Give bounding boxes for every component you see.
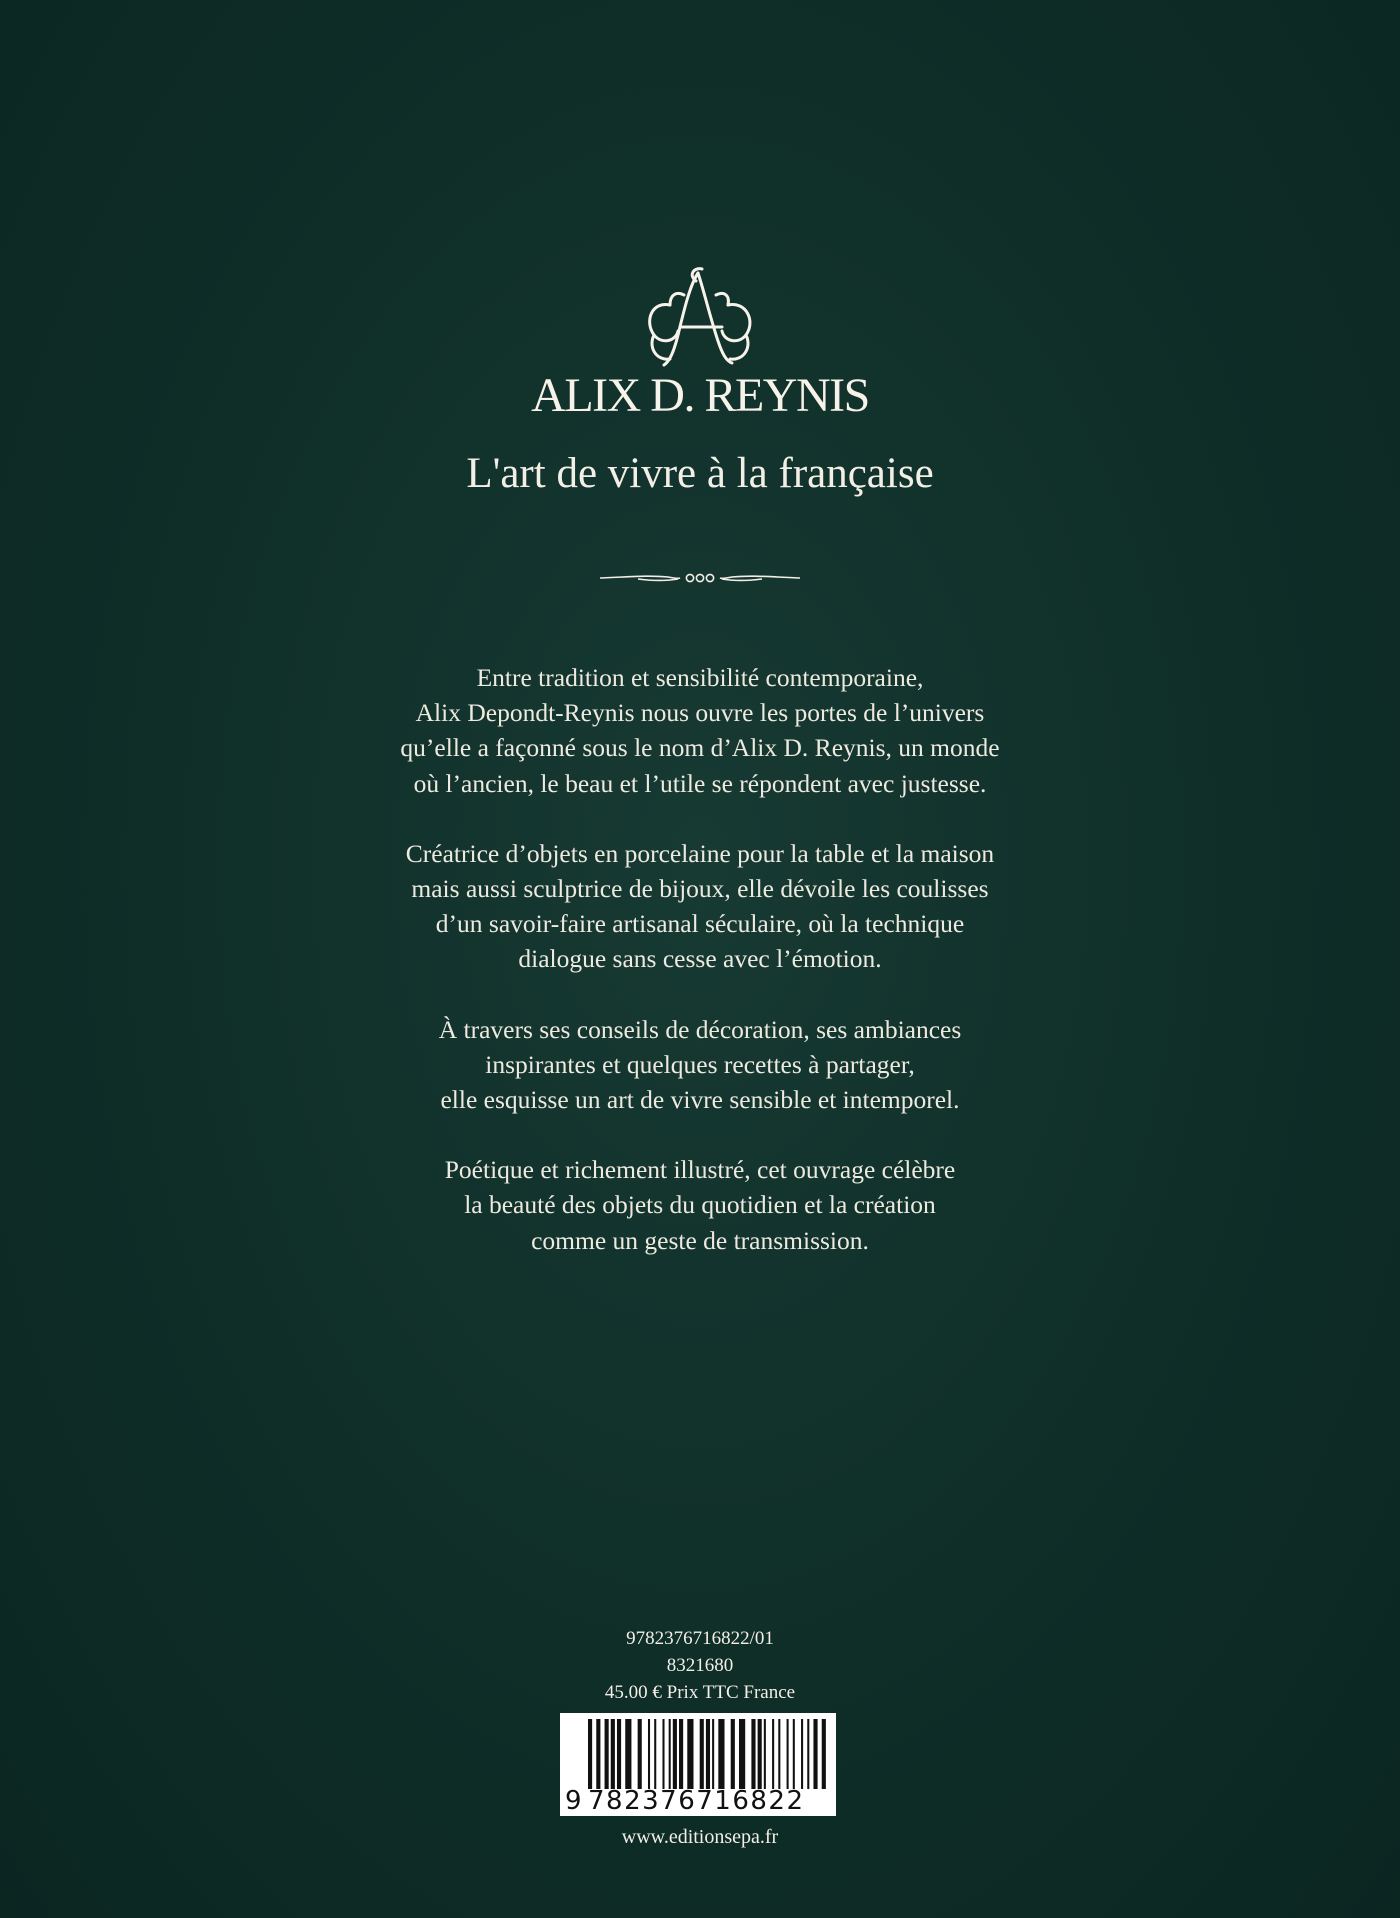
text-line: dialogue sans cesse avec l’émotion.: [518, 944, 882, 974]
barcode-bar: [731, 1719, 735, 1789]
paragraph-conseils: [300, 1012, 1100, 1118]
text-line: Poétique et richement illustré, cet ouvrage célèbre: [444, 1155, 956, 1185]
barcode-digits: 782376716822: [588, 1786, 805, 1816]
barcode-bar: [801, 1719, 803, 1789]
barcode-bar: [638, 1719, 642, 1789]
brand-name: ALIX D. REYNIS: [531, 369, 869, 422]
barcode-bar: [679, 1719, 683, 1789]
barcode-bar: [706, 1719, 710, 1789]
text-line: Entre tradition et sensibilité contemporaine,: [476, 663, 924, 692]
barcode-bar: [758, 1719, 762, 1789]
barcode-bar: [605, 1719, 609, 1789]
barcode-bar: [807, 1719, 809, 1789]
flourish-divider-icon: [598, 566, 802, 590]
barcode-bar: [588, 1719, 592, 1789]
text-line: mais aussi sculptrice de bijoux, elle dévoile les coulisses: [411, 874, 989, 904]
cover-description: [300, 660, 1100, 1293]
barcode-bar: [700, 1719, 704, 1789]
paragraph-intro: [300, 660, 1100, 801]
text-line: Alix Depondt-Reynis nous ouvre les portes de l’univers: [415, 698, 985, 728]
text-line: qu’elle a façonné sous le nom d’Alix D. Reynis, un monde: [400, 733, 1000, 763]
barcode-bar: [611, 1719, 615, 1789]
barcode: [560, 1713, 836, 1816]
barcode-bar: [718, 1719, 724, 1789]
barcode-bar: [787, 1719, 789, 1789]
barcode-bar: [654, 1719, 656, 1789]
publisher-website: www.editionsepa.fr: [621, 1826, 779, 1848]
barcode-lead-digit: 9: [565, 1786, 583, 1816]
paragraph-poetique: [300, 1152, 1100, 1258]
barcode-bar: [739, 1719, 745, 1789]
paragraph-creatrice: [300, 836, 1100, 977]
text-line: inspirantes et quelques recettes à partager,: [485, 1049, 915, 1079]
imprint-block: [0, 1625, 1400, 1706]
text-line: elle esquisse un art de vivre sensible et intemporel.: [440, 1085, 960, 1115]
price-label: 45.00 € Prix TTC France: [604, 1682, 796, 1703]
tagline: L'art de vivre à la française: [466, 450, 934, 497]
isbn-code: 9782376716822/01: [626, 1628, 774, 1649]
barcode-bar: [793, 1719, 795, 1789]
barcode-bar: [813, 1719, 817, 1789]
barcode-bar: [662, 1719, 664, 1789]
text-line: où l’ancien, le beau et l’utile se répondent avec justesse.: [413, 768, 987, 798]
barcode-bar: [822, 1719, 826, 1789]
barcode-bar: [778, 1719, 780, 1789]
barcode-bar: [673, 1719, 677, 1789]
barcode-bar: [712, 1719, 714, 1789]
barcode-bar: [617, 1719, 621, 1789]
barcode-bar: [596, 1719, 600, 1789]
barcode-bar: [648, 1719, 650, 1789]
barcode-bar: [625, 1719, 631, 1789]
barcode-bar: [669, 1719, 671, 1789]
ad-monogram-icon: [640, 265, 760, 375]
product-code: 8321680: [666, 1655, 734, 1676]
barcode-bar: [764, 1719, 766, 1789]
barcode-bar: [687, 1719, 693, 1789]
text-line: Créatrice d’objets en porcelaine pour la table et la maison: [405, 838, 995, 868]
text-line: comme un geste de transmission.: [531, 1225, 869, 1255]
barcode-bar: [751, 1719, 755, 1789]
text-line: la beauté des objets du quotidien et la création: [464, 1190, 936, 1220]
text-line: d’un savoir-faire artisanal séculaire, où la technique: [435, 909, 965, 939]
barcode-bar: [772, 1719, 774, 1789]
text-line: À travers ses conseils de décoration, ses ambiances: [438, 1014, 962, 1044]
